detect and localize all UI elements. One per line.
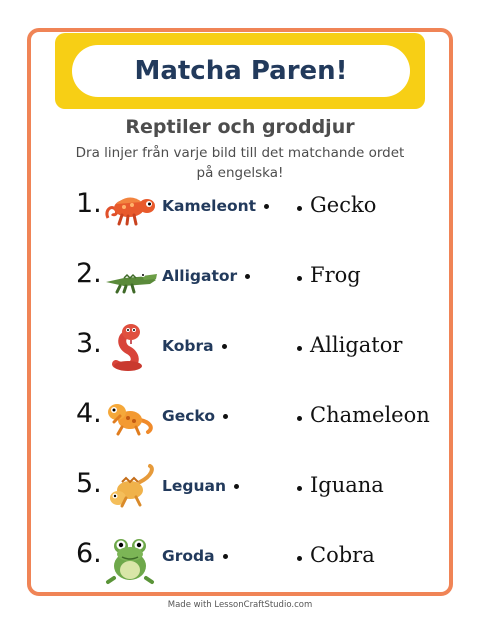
english-word: Frog [310, 263, 361, 287]
english-word: Iguana [310, 473, 384, 497]
frog-icon [102, 530, 158, 586]
match-row [0, 180, 480, 240]
alligator-icon [102, 250, 158, 306]
english-word: Gecko [310, 193, 377, 217]
item-number: 1. [76, 188, 102, 219]
right-match-dot[interactable] [297, 556, 302, 561]
item-number: 5. [76, 468, 102, 499]
right-match-dot[interactable] [297, 346, 302, 351]
instructions: Dra linjer från varje bild till det matchande ordet på engelska! [75, 145, 405, 181]
item-number: 2. [76, 258, 102, 289]
animal-word: Leguan [162, 477, 239, 495]
cobra-icon [102, 320, 158, 376]
animal-word: Alligator [162, 267, 250, 285]
animal-word: Groda [162, 547, 228, 565]
iguana-icon [102, 460, 158, 516]
page-title: Matcha Paren! [134, 56, 348, 86]
right-match-dot[interactable] [297, 416, 302, 421]
match-row [0, 530, 480, 590]
left-match-dot[interactable] [223, 554, 228, 559]
match-row [0, 460, 480, 520]
left-match-dot[interactable] [245, 274, 250, 279]
animal-word: Kameleont [162, 197, 269, 215]
match-row [0, 250, 480, 310]
left-match-dot[interactable] [234, 484, 239, 489]
left-match-dot[interactable] [223, 414, 228, 419]
subtitle: Reptiler och groddjur [125, 116, 355, 138]
english-word: Alligator [310, 333, 403, 357]
left-match-dot[interactable] [264, 204, 269, 209]
item-number: 3. [76, 328, 102, 359]
animal-word: Kobra [162, 337, 227, 355]
gecko-icon [102, 390, 158, 446]
chameleon-icon [102, 180, 158, 236]
english-word: Cobra [310, 543, 375, 567]
right-match-dot[interactable] [297, 276, 302, 281]
footer-credit: Made with LessonCraftStudio.com [167, 600, 313, 610]
item-number: 4. [76, 398, 102, 429]
title-pill [72, 45, 410, 97]
item-number: 6. [76, 538, 102, 569]
left-match-dot[interactable] [222, 344, 227, 349]
match-row [0, 390, 480, 450]
match-row [0, 320, 480, 380]
right-match-dot[interactable] [297, 206, 302, 211]
english-word: Chameleon [310, 403, 430, 427]
right-match-dot[interactable] [297, 486, 302, 491]
animal-word: Gecko [162, 407, 228, 425]
